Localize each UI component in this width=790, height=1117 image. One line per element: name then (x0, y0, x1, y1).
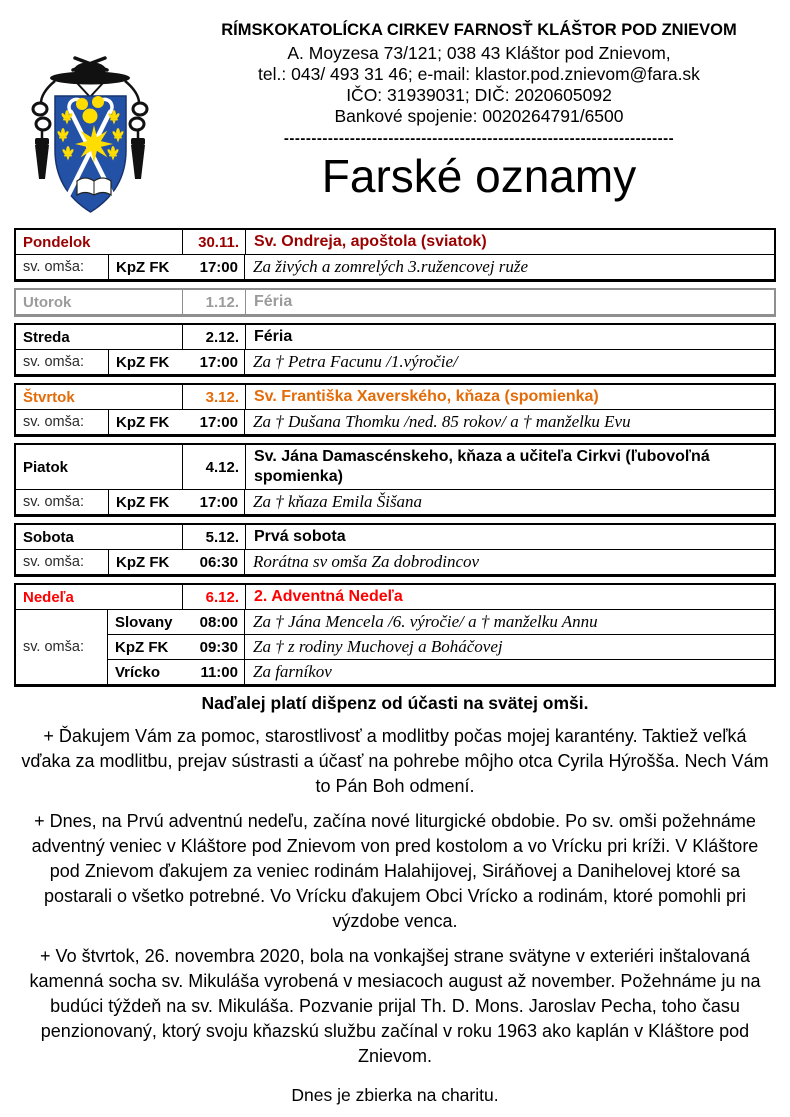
contact-line: tel.: 043/ 493 31 46; e-mail: klastor.pod.znievom@fara.sk (258, 64, 700, 84)
day-date: 5.12. (182, 525, 245, 549)
day-block-utorok (14, 288, 776, 317)
mass-place: KpZ FK (116, 553, 170, 571)
mass-place-time (108, 410, 245, 434)
day-name: Pondelok (23, 233, 91, 251)
mass-row (16, 254, 774, 279)
mass-time: 17:00 (199, 258, 238, 276)
mass-intention: Za † Petra Facunu /1.výročie/ (253, 352, 458, 371)
mass-place: Vrícko (115, 663, 161, 681)
mass-place-time (108, 350, 245, 374)
mass-row (108, 634, 774, 659)
mass-label: sv. omša: (23, 354, 84, 370)
mass-time: 17:00 (199, 413, 238, 431)
mass-intention: Za živých a zomrelých 3.ružencovej ruže (253, 257, 529, 276)
day-name: Štvrtok (23, 388, 75, 406)
mass-place: KpZ FK (116, 493, 170, 511)
day-block-stvrtok (14, 383, 776, 437)
address-line: A. Moyzesa 73/121; 038 43 Kláštor pod Znievom, (287, 43, 671, 63)
day-block-pondelok (14, 228, 776, 282)
letterhead (168, 0, 790, 202)
day-header-row (16, 230, 774, 254)
parish-coat-of-arms (27, 55, 157, 217)
feast-title: 2. Adventná Nedeľa (245, 585, 774, 609)
day-name: Nedeľa (23, 588, 74, 606)
announcement-paragraph: + Ďakujem Vám za pomoc, starostlivosť a modlitby počas mojej karantény. Taktiež veľká vďaka za modlitbu, prejav sústrasti a účasť na pohrebe môjho otca Cyrila Hýrošša. Nech Vám to Pán Boh odmení. (21, 726, 769, 796)
mass-label: sv. omša: (23, 414, 84, 430)
mass-place: KpZ FK (115, 638, 169, 656)
day-name: Piatok (23, 458, 69, 476)
organization-name: RÍMSKOKATOLÍCKA CIRKEV FARNOSŤ KLÁŠTOR POD ZNIEVOM (221, 21, 737, 39)
day-date: 3.12. (182, 385, 245, 409)
day-header-row (16, 585, 774, 609)
day-header-row (16, 325, 774, 349)
coat-of-arms-icon (27, 55, 157, 217)
mass-place-time (108, 660, 245, 684)
mass-place: Slovany (115, 613, 173, 631)
day-block-nedela (14, 583, 776, 687)
day-date: 30.11. (182, 230, 245, 254)
day-date: 1.12. (182, 290, 245, 314)
mass-intention: Rorátna sv omša Za dobrodincov (253, 552, 480, 571)
mass-label: sv. omša: (23, 259, 84, 275)
mass-time: 17:00 (199, 353, 238, 371)
dashed-divider: ----------------------------------------------------------------------- (283, 130, 675, 147)
mass-rows (16, 609, 774, 684)
mass-place-time (108, 255, 245, 279)
feast-title: Féria (245, 325, 774, 349)
day-name: Utorok (23, 293, 72, 311)
mass-schedule (14, 228, 776, 687)
registration-line: IČO: 31939031; DIČ: 2020605092 (346, 85, 612, 105)
day-header-row (16, 290, 774, 314)
mass-label: sv. omša: (16, 610, 108, 684)
feast-title: Sv. Františka Xaverského, kňaza (spomienka) (245, 385, 774, 409)
day-date: 6.12. (182, 585, 245, 609)
mass-intention: Za † Dušana Thomku /ned. 85 rokov/ a † manželku Evu (253, 412, 631, 431)
collection-note: Dnes je zbierka na charitu. (291, 1085, 499, 1105)
announcement-paragraph: + Vo štvrtok, 26. novembra 2020, bola na vonkajšej strane svätyne v exteriéri inštalovaná kamenná socha sv. Mikuláša vyrobená v mesiacoch august až november. Požehnáme ju na budúci týždeň na sv. Mikuláša. Pozvanie prijal Th. D. Mons. Jaroslav Pecha, toho času penzionovaný, ktorý svoju kňazskú službu začínal v roku 1963 ako kaplán v Kláštore pod Znievom. (29, 946, 761, 1066)
day-name: Streda (23, 328, 70, 346)
mass-row (16, 489, 774, 514)
feast-title: Sv. Jána Damascénskeho, kňaza a učiteľa Cirkvi (ľubovoľná spomienka) (245, 445, 774, 489)
mass-intention: Za † z rodiny Muchovej a Boháčovej (253, 637, 503, 656)
feast-title: Sv. Ondreja, apoštola (sviatok) (245, 230, 774, 254)
announcement-paragraph: + Dnes, na Prvú adventnú nedeľu, začína nové liturgické obdobie. Po sv. omši požehnáme adventný veniec v Kláštore pod Znievom von pred kostolom a vo Vrícku pri kríži. V Kláštore pod Znievom ďakujem za veniec rodinám Halahijovej, Siráňovej a Danihelovej ktoré sa postarali o všetko potrebné. Vo Vrícku ďakujem Obci Vrícko a rodinám, ktoré pomohli pri výzdobe venca. (31, 811, 759, 931)
mass-place-time (108, 550, 245, 574)
day-name: Sobota (23, 528, 74, 546)
day-block-piatok (14, 443, 776, 517)
mass-label: sv. omša: (23, 554, 84, 570)
mass-row (16, 549, 774, 574)
announcements (0, 693, 790, 1106)
mass-time: 11:00 (200, 663, 238, 681)
mass-time: 09:30 (199, 638, 238, 656)
announcement-paragraphs (17, 724, 773, 1069)
day-header-row (16, 525, 774, 549)
mass-intention: Za † Jána Mencela /6. výročie/ a † manželku Annu (253, 612, 598, 631)
mass-place: KpZ FK (116, 258, 170, 276)
mass-row (108, 659, 774, 684)
mass-place-time (108, 490, 245, 514)
mass-label: sv. omša: (23, 494, 84, 510)
mass-intention: Za farníkov (253, 662, 332, 681)
feast-title: Prvá sobota (245, 525, 774, 549)
day-header-row (16, 445, 774, 489)
mass-intention: Za † kňaza Emila Šišana (253, 492, 423, 511)
mass-row (108, 610, 774, 634)
page-title: Farské oznamy (321, 150, 637, 202)
bank-line: Bankové spojenie: 0020264791/6500 (334, 106, 624, 126)
mass-place: KpZ FK (116, 353, 170, 371)
day-block-sobota (14, 523, 776, 577)
feast-title: Féria (245, 290, 774, 314)
mass-row (16, 409, 774, 434)
day-block-streda (14, 323, 776, 377)
dispensation-note: Naďalej platí dišpenz od účasti na svätej omši. (201, 693, 589, 713)
mass-time: 06:30 (199, 553, 238, 571)
mass-place: KpZ FK (116, 413, 170, 431)
mass-rows-column (108, 610, 774, 684)
mass-time: 08:00 (199, 613, 238, 631)
day-header-row (16, 385, 774, 409)
day-date: 4.12. (182, 445, 245, 489)
mass-place-time (108, 610, 245, 634)
mass-row (16, 349, 774, 374)
day-date: 2.12. (182, 325, 245, 349)
mass-time: 17:00 (199, 493, 238, 511)
mass-place-time (108, 635, 245, 659)
